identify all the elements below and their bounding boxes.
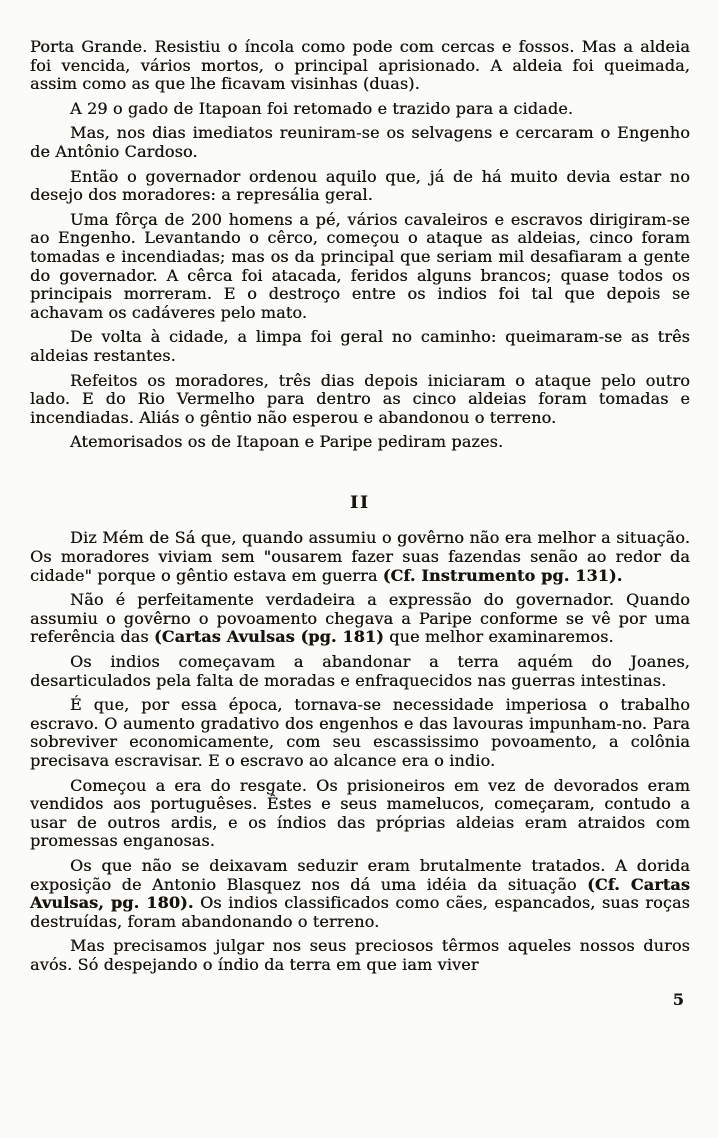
paragraph: A 29 o gado de Itapoan foi retomado e trazido para a cidade. [70, 98, 574, 118]
paragraph-text: Não é perfeitamente verdadeira a expressão do governador. Quando assumiu o govêrno o povoamento chegava a Paripe conforme se vê por uma referência das [30, 590, 690, 647]
paragraph: Refeitos os moradores, três dias depois iniciaram o ataque pelo outro lado. E do Rio Vermelho para dentro as cinco aldeias foram tomadas e incendiadas. Aliás o gêntio não esperou e abandonou o terreno. [30, 370, 690, 427]
paragraph: Os indios começavam a abandonar a terra aquém do Joanes, desarticulados pela falta de moradas e enfraquecidos nas guerras intestinas. [30, 652, 690, 690]
paragraph: Atemorisados os de Itapoan e Paripe pediram pazes. [70, 432, 504, 452]
paragraph: Então o governador ordenou aquilo que, já de há muito devia estar no desejo dos moradores: a represália geral. [30, 166, 690, 205]
section-heading: II [350, 492, 370, 513]
citation: (Cf. Instrumento pg. 131). [382, 565, 623, 585]
paragraph [30, 591, 690, 647]
paragraph [30, 857, 690, 931]
paragraph-text: que melhor examinaremos. [383, 627, 614, 647]
paragraph: Mas precisamos julgar nos seus preciosos têrmos aqueles nossos duros avós. Só despejando o índio da terra em que iam viver [30, 936, 690, 974]
paragraph: Porta Grande. Resistiu o íncola como pode com cercas e fossos. Mas a aldeia foi vencida, vários mortos, o principal aprisionado. A aldeia foi queimada, assim como as que lhe ficavam visinhas (duas). [30, 37, 690, 94]
paragraph [30, 529, 690, 585]
citation: (Cf. Cartas Avulsas, pg. 180). [30, 874, 690, 913]
paragraph: De volta à cidade, a limpa foi geral no caminho: queimaram-se as três aldeias restantes. [30, 327, 690, 365]
paragraph: Mas, nos dias imediatos reuniram-se os selvagens e cercaram o Engenho de Antônio Cardoso. [30, 123, 690, 161]
paragraph: Começou a era do resgate. Os prisioneiros em vez de devorados eram vendidos aos portuguêses. Êstes e seus mamelucos, começaram, contudo a usar de outros ardis, e os índios das próprias aldeias eram atraidos com promessas enganosas. [30, 775, 690, 851]
paragraph: Uma fôrça de 200 homens a pé, vários cavaleiros e escravos dirigiram-se ao Engenho. Levantando o cêrco, começou o ataque as aldeias, cinco foram tomadas e incendiadas; mas os da principal que seriam mil desafiaram a gente do governador. A cêrca foi atacada, feridos alguns brancos; quase todos os principais morreram. E o destroço entre os indios foi tal que depois se achavam os cadáveres pelo mato. [30, 209, 690, 322]
paragraph-text: Os que não se deixavam seduzir eram brutalmente tratados. A dorida exposição de Antonio Blasquez nos dá uma idéia da situação [30, 855, 690, 894]
paragraph-text: Os indios classificados como cães, espancados, suas roças destruídas, foram abandonando o terreno. [30, 893, 690, 931]
paragraph: É que, por essa época, tornava-se necessidade imperiosa o trabalho escravo. O aumento gradativo dos engenhos e das lavouras impunham-no. Para sobreviver economicamente, com seu escassissimo povoamento, a colônia precisava escravisar. E o escravo ao alcance era o indio. [30, 695, 690, 770]
paragraph-text: Diz Mém de Sá que, quando assumiu o govêrno não era melhor a situação. Os moradores viviam sem "ousarem fazer suas fazendas senão ao redor da cidade" porque o gêntio estava em guerra [30, 528, 690, 585]
page-number: 5 [672, 989, 684, 1009]
citation: (Cartas Avulsas (pg. 181) [153, 627, 384, 647]
